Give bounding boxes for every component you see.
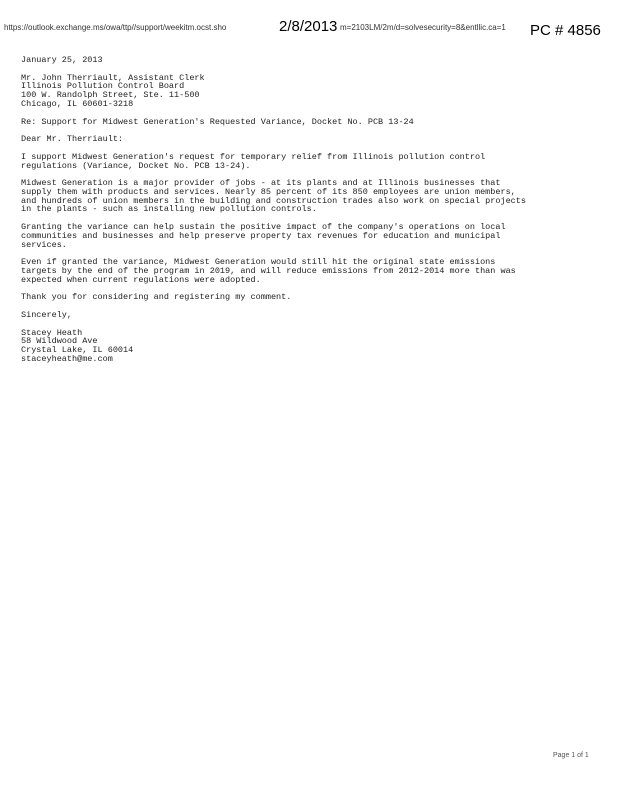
paragraph-request: I support Midwest Generation's request for temporary relief from Illinois pollution control regulations (Variance, Docket No. PCB 13-24). [21, 151, 486, 171]
recipient-city: Chicago, IL 60601-3218 [21, 98, 134, 109]
letter-body [21, 56, 591, 373]
page-number: Page 1 of 1 [553, 752, 589, 759]
signer-email: staceyheath@me.com [21, 353, 113, 364]
recipient-name: Mr. John Therriault, Assistant Clerk [21, 72, 205, 83]
recipient-organization: Illinois Pollution Control Board [21, 81, 185, 92]
paragraph-emissions: Even if granted the variance, Midwest Generation would still hit the original state emissions targets by the end of the program in 2019, and will reduce emissions from 2012-2014 more than was expected when current regulations were adopted. [21, 257, 516, 285]
header-url: https://outlook.exchange.ms/owa/ttp//support/weekitm.ocst.sho [4, 23, 227, 32]
signer-street: 58 Wildwood Ave [21, 336, 98, 347]
paragraph-thanks: Thank you for considering and registering my comment. [21, 292, 292, 303]
signer-name: Stacey Heath [21, 327, 83, 338]
public-comment-number: PC # 4856 [530, 22, 601, 39]
signer-city: Crystal Lake, IL 60014 [21, 345, 134, 356]
recipient-address [21, 74, 591, 109]
closing: Sincerely, [21, 310, 73, 321]
received-date-stamp: 2/8/2013 [279, 18, 338, 35]
paragraph-jobs: Midwest Generation is a major provider of jobs - at its plants and at Illinois businesses that supply them with products and services. Nearly 85 percent of its 850 employees are union members, and hundreds of union members in the building and construction trades also work on special projects in the plants - such as installing new pollution controls. [21, 178, 526, 215]
letter-date: January 25, 2013 [21, 55, 103, 65]
salutation: Dear Mr. Therriault: [21, 134, 124, 145]
recipient-street: 100 W. Randolph Street, Ste. 11-500 [21, 90, 200, 101]
signature-block [21, 329, 591, 364]
header-url-tail: m=2103LM/2m/d=solvesecurity=8&entllic.ca=1 [340, 23, 506, 32]
subject-line: Re: Support for Midwest Generation's Requested Variance, Docket No. PCB 13-24 [21, 116, 414, 127]
paragraph-communities: Granting the variance can help sustain the positive impact of the company's operations on local communities and businesses and help preserve property tax revenues for education and municipal services. [21, 222, 506, 250]
